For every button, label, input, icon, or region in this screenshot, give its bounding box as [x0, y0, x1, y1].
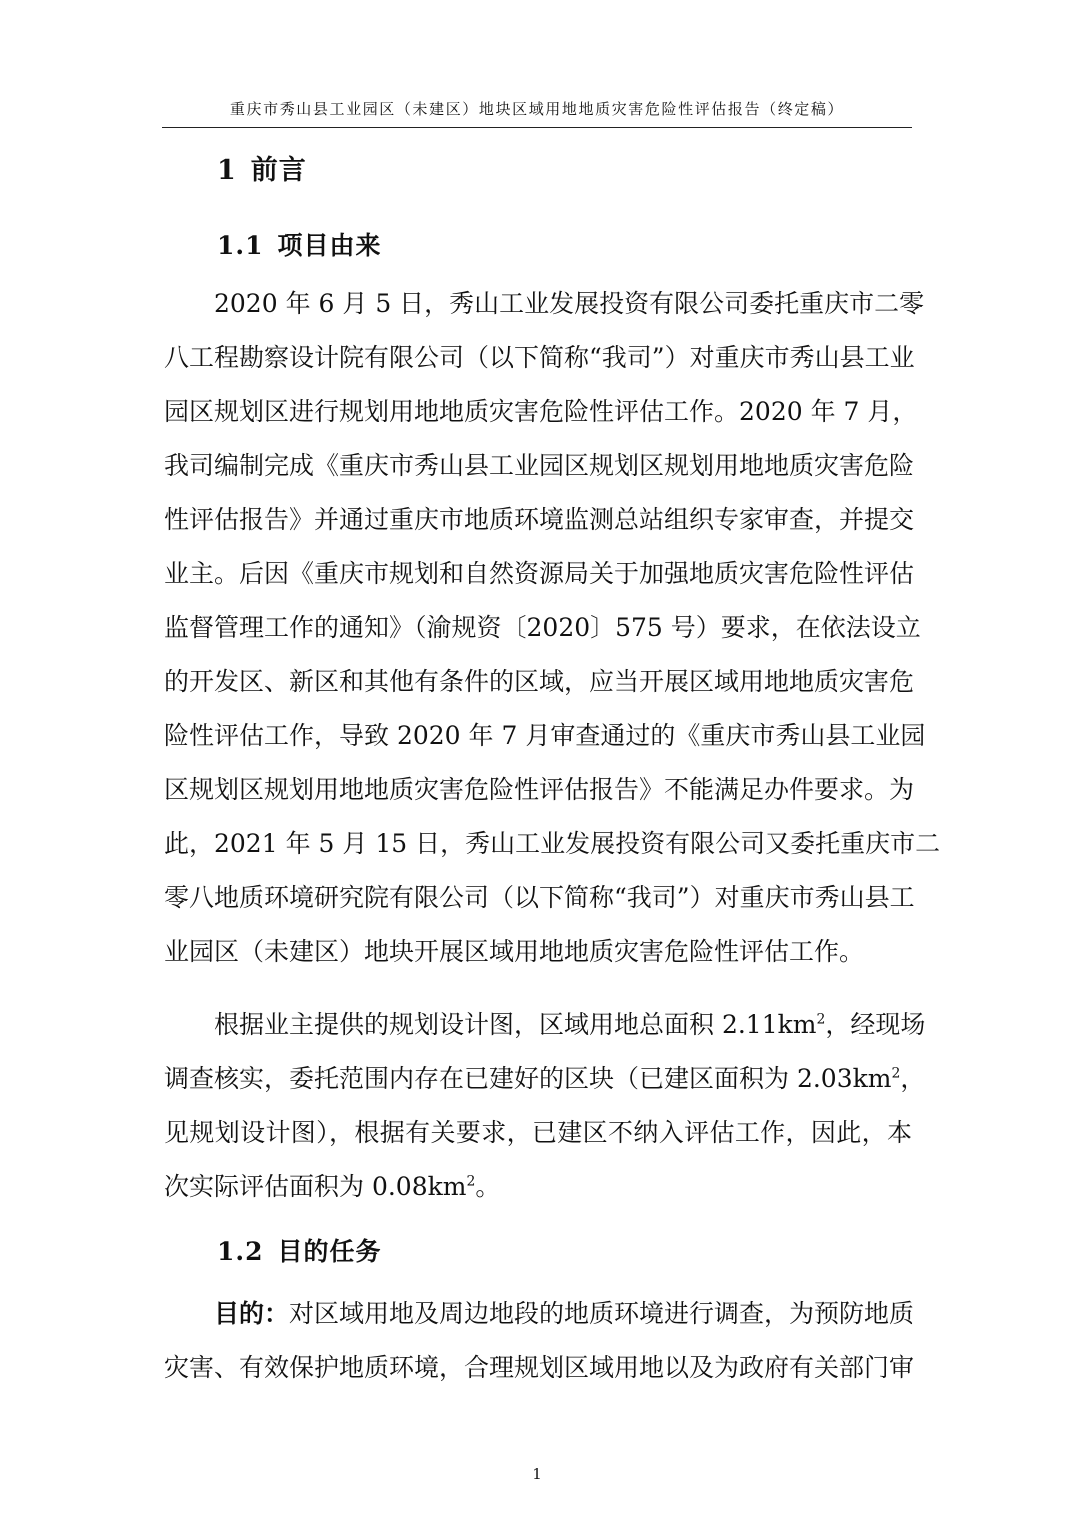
- line-text: ，经现场: [825, 1010, 926, 1039]
- paragraph-line: 八工程勘察设计院有限公司（以下简称“我司”）对重庆市秀山县工业: [164, 343, 915, 372]
- paragraph-line: 零八地质环境研究院有限公司（以下简称“我司”）对重庆市秀山县工: [164, 883, 915, 912]
- section-heading-1-1: [217, 226, 382, 262]
- header-rule: [162, 127, 912, 128]
- section-title: 前言: [250, 155, 307, 186]
- paragraph-line: 此，2021 年 5 月 15 日，秀山工业发展投资有限公司又委托重庆市二: [164, 829, 941, 858]
- paragraph-line: 园区规划区进行规划用地地质灾害危险性评估工作。2020 年 7 月，: [164, 397, 918, 426]
- paragraph-line: 2020 年 6 月 5 日，秀山工业发展投资有限公司委托重庆市二零: [214, 289, 925, 318]
- superscript: 2: [891, 1065, 901, 1082]
- section-heading-1: [217, 148, 307, 187]
- paragraph-line: [164, 998, 926, 1052]
- paragraph-line: 性评估报告》并通过重庆市地质环境监测总站组织专家审查，并提交: [164, 505, 915, 534]
- paragraph-line: 灾害、有效保护地质环境，合理规划区域用地以及为政府有关部门审: [164, 1353, 915, 1382]
- paragraph-project-origin: [164, 277, 941, 979]
- line-text: 调查核实，委托范围内存在已建好的区块（已建区面积为 2.03km: [164, 1064, 892, 1093]
- line-text: 次实际评估面积为 0.08km: [164, 1172, 467, 1201]
- section-number: 1.1: [217, 231, 264, 260]
- section-title: 目的任务: [277, 1237, 382, 1266]
- paragraph-line: 我司编制完成《重庆市秀山县工业园区规划区规划用地地质灾害危险: [164, 451, 915, 480]
- purpose-label: 目的：: [214, 1299, 290, 1328]
- section-number: 1.2: [217, 1237, 264, 1266]
- paragraph-line: 业主。后因《重庆市规划和自然资源局关于加强地质灾害危险性评估: [164, 559, 915, 588]
- paragraph-line: 的开发区、新区和其他有条件的区域，应当开展区域用地地质灾害危: [164, 667, 915, 696]
- paragraph-line: 监督管理工作的通知》（渝规资〔2020〕575 号）要求，在依法设立: [164, 613, 921, 642]
- line-text: ，: [900, 1064, 926, 1093]
- paragraph-line: [164, 1287, 915, 1341]
- line-text: 根据业主提供的规划设计图，区域用地总面积 2.11km: [214, 1010, 817, 1039]
- superscript: 2: [466, 1173, 476, 1190]
- line-text: 。: [475, 1172, 501, 1201]
- paragraph-line: [164, 1160, 912, 1214]
- superscript: 2: [816, 1011, 826, 1028]
- paragraph-line: [164, 1052, 926, 1106]
- section-number: 1: [217, 155, 237, 186]
- paragraph-area: [164, 998, 926, 1214]
- line-text: 对区域用地及周边地段的地质环境进行调查，为预防地质: [289, 1299, 915, 1328]
- paragraph-purpose: [164, 1287, 915, 1395]
- paragraph-line: 区规划区规划用地地质灾害危险性评估报告》不能满足办件要求。为: [164, 775, 915, 804]
- section-title: 项目由来: [277, 231, 382, 260]
- paragraph-line: 见规划设计图），根据有关要求，已建区不纳入评估工作，因此，本: [164, 1118, 912, 1147]
- paragraph-line: 险性评估工作，导致 2020 年 7 月审查通过的《重庆市秀山县工业园: [164, 721, 926, 750]
- paragraph-line: 业园区（未建区）地块开展区域用地地质灾害危险性评估工作。: [164, 937, 865, 966]
- page-number: 1: [532, 1465, 542, 1483]
- section-heading-1-2: [217, 1232, 382, 1268]
- running-header: 重庆市秀山县工业园区（未建区）地块区域用地地质灾害危险性评估报告（终定稿）: [229, 100, 845, 118]
